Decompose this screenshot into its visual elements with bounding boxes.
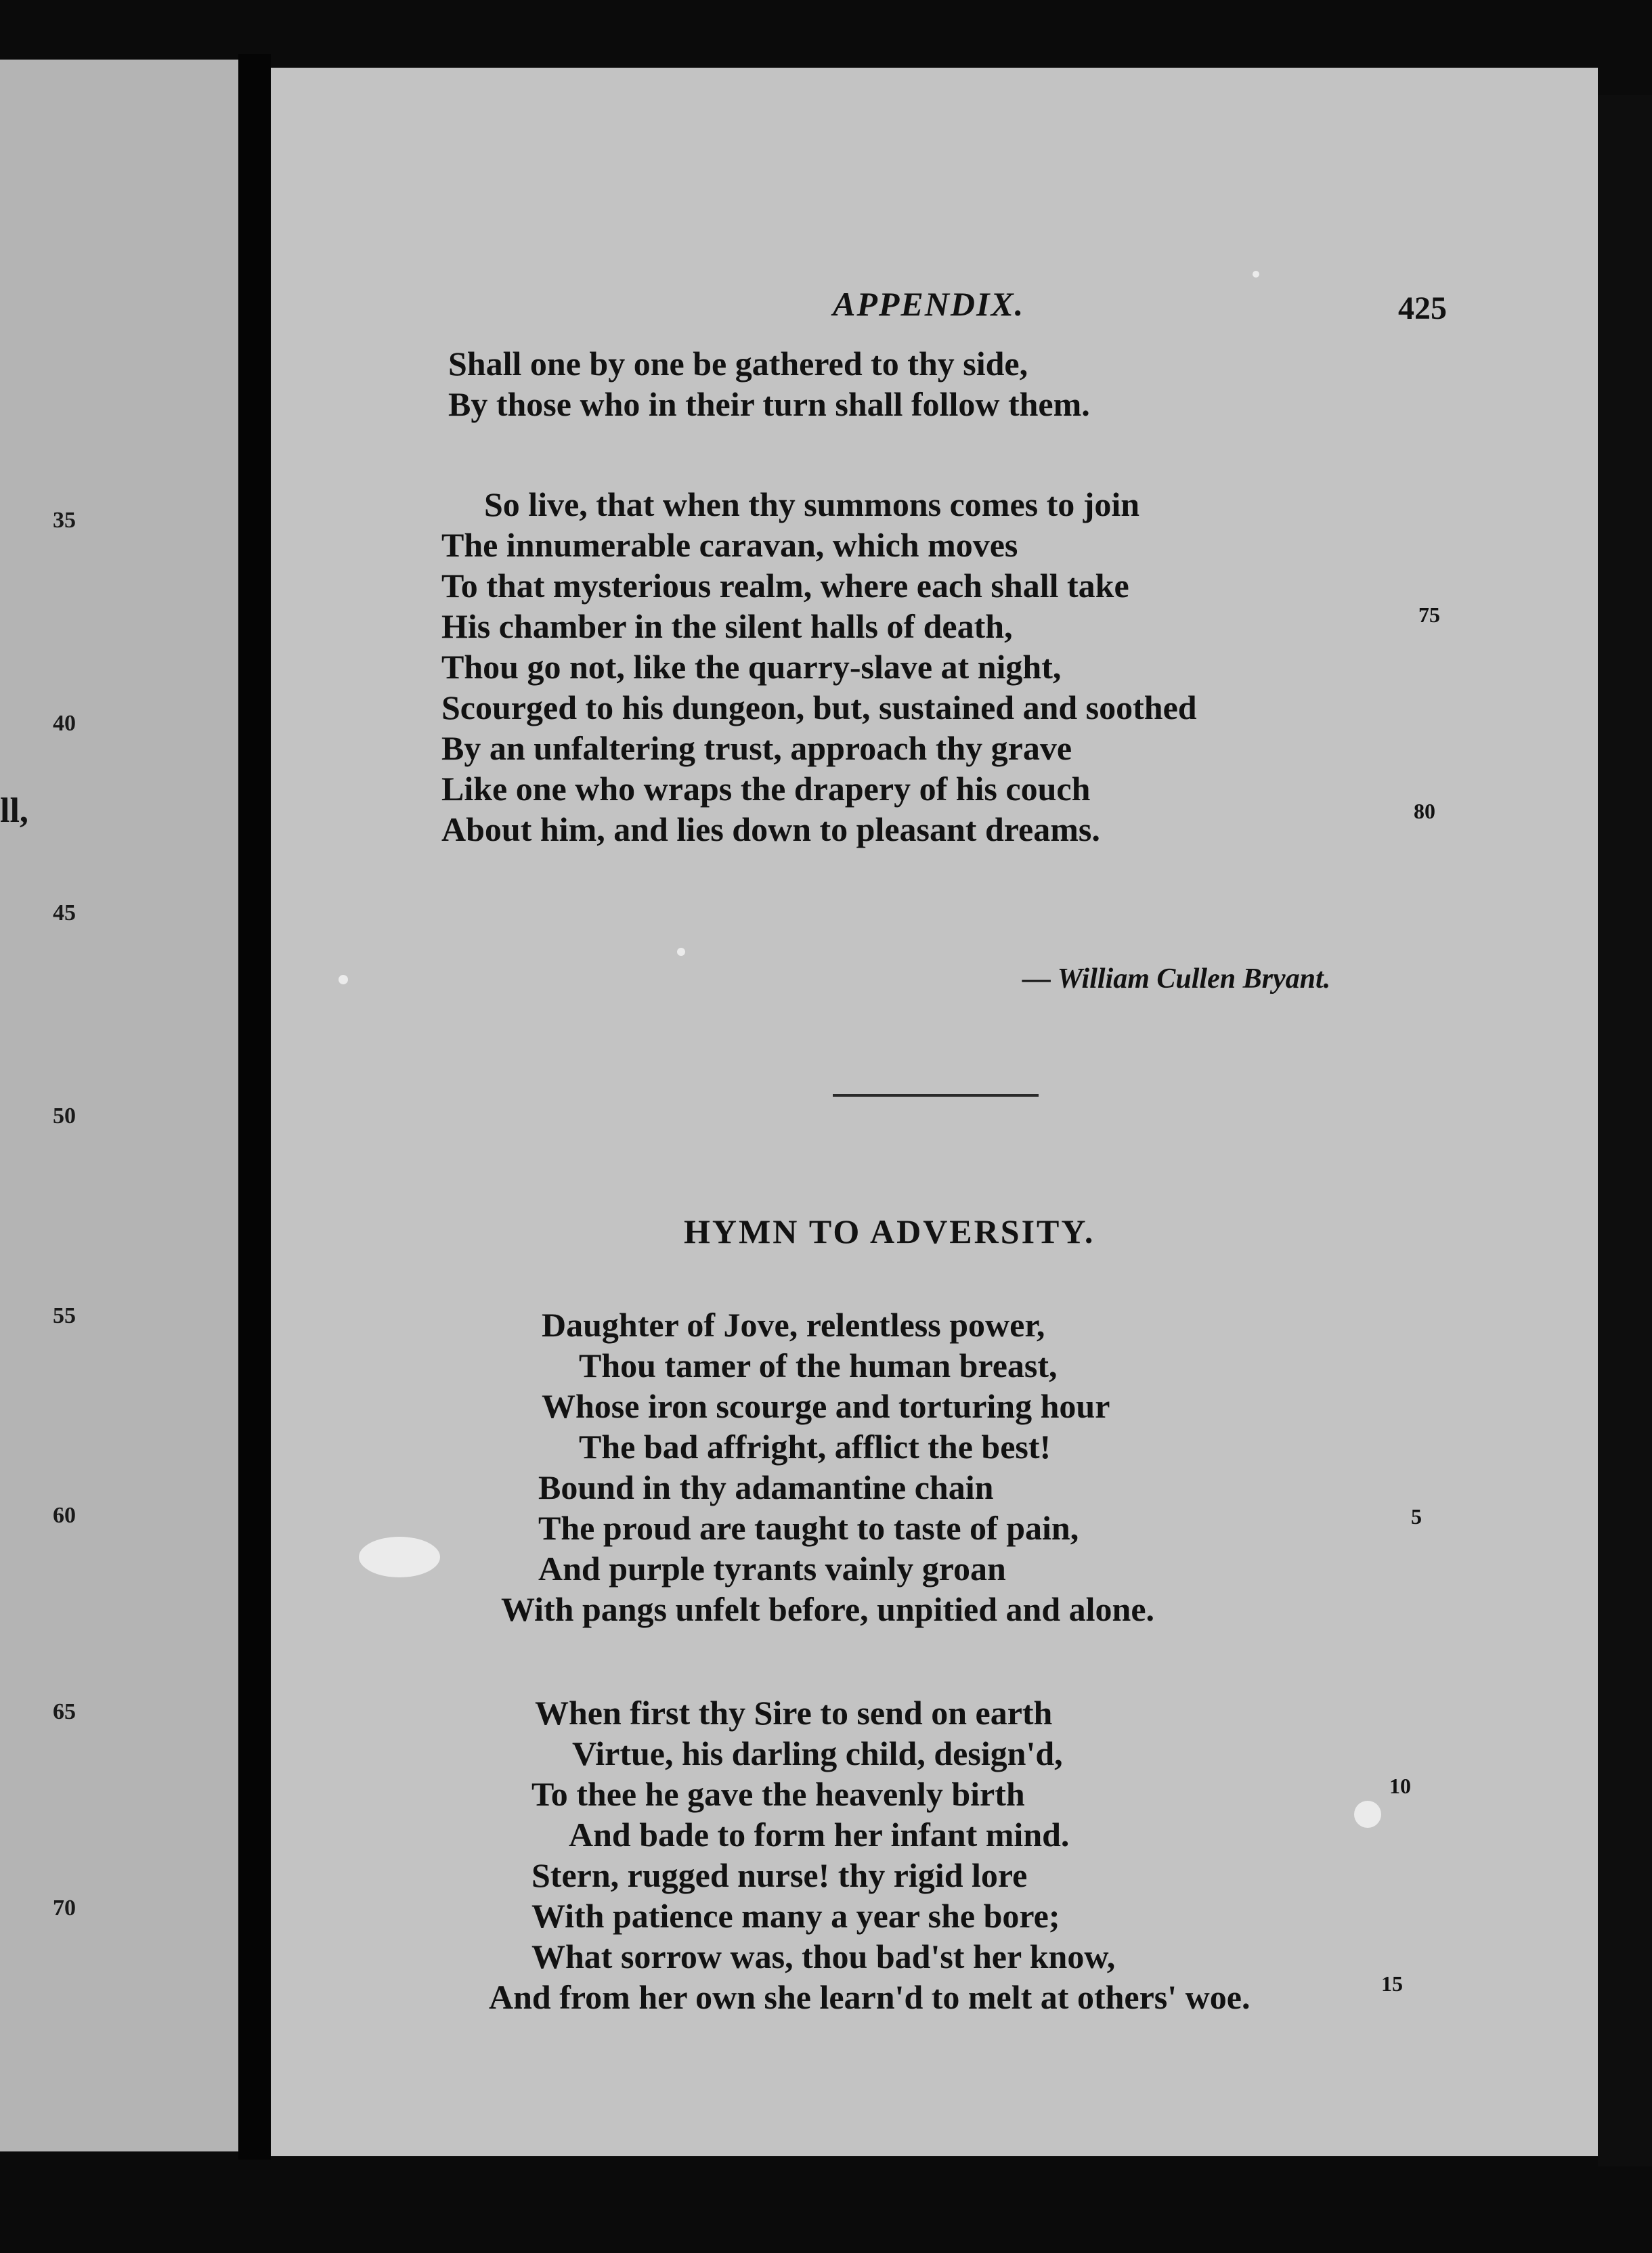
poem-line: When first thy Sire to send on earth xyxy=(535,1694,1053,1732)
facing-page xyxy=(0,60,240,2151)
left-line-number: 60 xyxy=(53,1503,76,1528)
line-number: 15 xyxy=(1381,1971,1403,1996)
poem-line: Scourged to his dungeon, but, sustained and soothed xyxy=(441,688,1197,726)
poem-line: By an unfaltering trust, approach thy grave xyxy=(441,729,1072,767)
poem-line: And bade to form her infant mind. xyxy=(569,1816,1070,1854)
poem-line: With patience many a year she bore; xyxy=(531,1897,1060,1935)
film-speck xyxy=(359,1537,440,1577)
film-speck xyxy=(1253,271,1259,278)
poem-line: Thou tamer of the human breast, xyxy=(579,1347,1058,1384)
poem-line: About him, and lies down to pleasant dreams. xyxy=(441,810,1100,848)
poem-line: To that mysterious realm, where each shall take xyxy=(441,567,1129,605)
poem-line: And purple tyrants vainly groan xyxy=(538,1550,1006,1588)
page-edge xyxy=(1598,95,1652,2166)
poem-title: HYMN TO ADVERSITY. xyxy=(684,1212,1095,1250)
poem-line: Shall one by one be gathered to thy side, xyxy=(448,345,1028,382)
left-line-number: 45 xyxy=(53,900,76,925)
film-speck xyxy=(677,948,685,956)
poem-line: Bound in thy adamantine chain xyxy=(538,1468,994,1506)
poem-line: What sorrow was, thou bad'st her know, xyxy=(531,1938,1116,1975)
book-page xyxy=(271,68,1598,2156)
poem-line: Like one who wraps the drapery of his couch xyxy=(441,770,1091,808)
poem-line: Virtue, his darling child, design'd, xyxy=(572,1734,1063,1772)
poem-line: Thou go not, like the quarry-slave at night, xyxy=(441,648,1062,686)
running-head: APPENDIX. xyxy=(833,285,1025,323)
left-line-number: 50 xyxy=(53,1103,76,1129)
poem-line: The proud are taught to taste of pain, xyxy=(538,1509,1079,1547)
line-number: 5 xyxy=(1411,1504,1422,1529)
poem-line: To thee he gave the heavenly birth xyxy=(531,1775,1025,1813)
poem-attribution: — William Cullen Bryant. xyxy=(1022,963,1331,994)
poem-line: Daughter of Jove, relentless power, xyxy=(542,1306,1045,1344)
poem-line: His chamber in the silent halls of death, xyxy=(441,607,1013,645)
section-divider xyxy=(833,1094,1039,1097)
poem-line: So live, that when thy summons comes to join xyxy=(484,485,1140,523)
poem-line: The innumerable caravan, which moves xyxy=(441,526,1018,564)
poem-line: By those who in their turn shall follow them. xyxy=(448,385,1090,423)
line-number: 80 xyxy=(1414,799,1435,823)
poem-line: With pangs unfelt before, unpitied and alone. xyxy=(501,1590,1155,1628)
film-speck xyxy=(339,975,348,984)
page-number: 425 xyxy=(1398,290,1447,326)
left-line-number: 65 xyxy=(53,1699,76,1724)
line-number: 10 xyxy=(1389,1774,1411,1798)
book-gutter xyxy=(238,54,271,2160)
poem-line: And from her own she learn'd to melt at others' woe. xyxy=(489,1978,1251,2016)
left-line-number: 70 xyxy=(53,1896,76,1921)
poem-line: The bad affright, afflict the best! xyxy=(579,1428,1051,1466)
left-line-number: 55 xyxy=(53,1303,76,1328)
line-number: 75 xyxy=(1418,603,1440,627)
poem-line: Stern, rugged nurse! thy rigid lore xyxy=(531,1856,1028,1894)
film-speck xyxy=(1354,1801,1381,1828)
left-page-fragment: ll, xyxy=(0,791,28,830)
left-line-number: 40 xyxy=(53,711,76,736)
poem-line: Whose iron scourge and torturing hour xyxy=(542,1387,1110,1425)
left-line-number: 35 xyxy=(53,508,76,533)
